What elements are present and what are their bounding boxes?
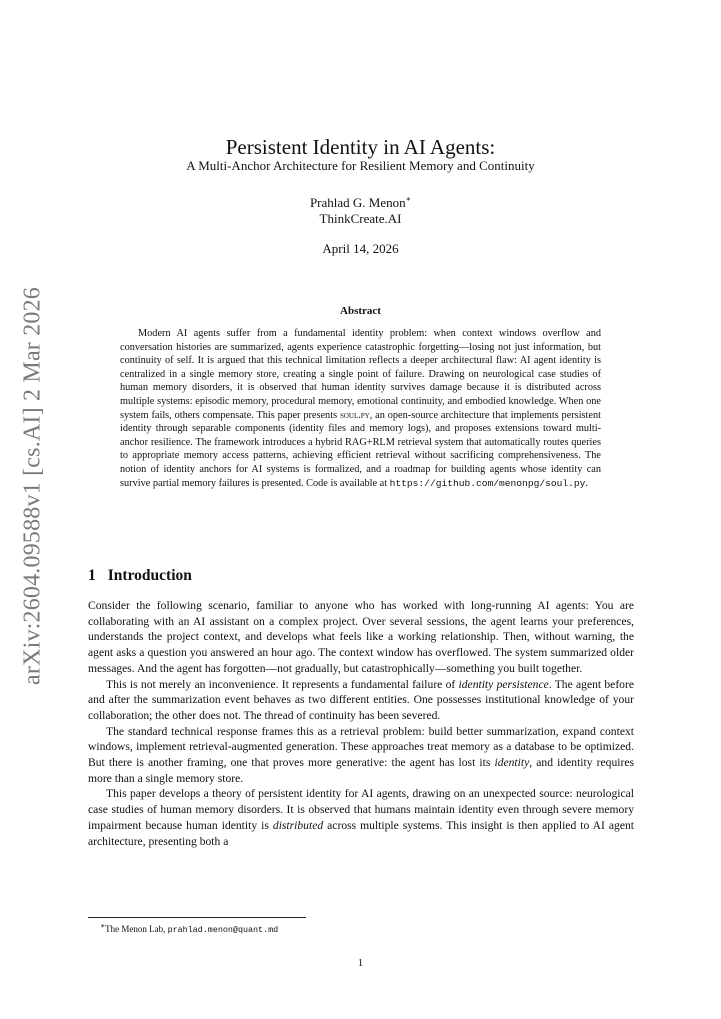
abstract-body	[120, 327, 601, 490]
paragraph	[88, 724, 634, 787]
paragraph	[88, 677, 634, 724]
abstract-text-part-1: Modern AI agents suffer from a fundamental identity problem: when context windows overflow and conversation histories are summarized, agents experience catastrophic forgetting—losing not just information, but continuity of self. It is argued that this technical limitation reflects a deeper architectural flaw: AI agent identity is centralized in a single memory store, creating a single point of failure. Drawing on neurological case studies of human memory disorders, it is observed that human identity survives damage because it is distributed across multiple systems: episodic memory, procedural memory, emotional continuity, and embodied knowledge. When one system fails, others compensate. This paper presents	[120, 328, 601, 421]
arxiv-identifier-stamp	[18, 287, 48, 685]
author-affiliation: ThinkCreate.AI	[319, 211, 402, 226]
section-heading	[88, 567, 192, 585]
arxiv-identifier-text: arXiv:2604.09588v1 [cs.AI] 2 Mar 2026	[19, 287, 46, 685]
paragraph-text: , and identity requires more than a single memory store.	[88, 756, 634, 785]
paragraph-text: The standard technical response frames this as a retrieval problem: build better summarization, expand context windows, implement retrieval-augmented generation. These approaches treat memory as a database to be optimized. But there is another framing, one that proves more generative: the agent has lost its	[88, 724, 634, 770]
system-name: soul.py	[339, 409, 370, 421]
code-url-link[interactable]: https://github.com/menonpg/soul.py	[389, 477, 586, 489]
paragraph-text: This paper develops a theory of persistent identity for AI agents, drawing on an unexpected source: neurological case studies of human memory disorders. It is observed that humans maintain identity even through severe memory impairment because human identity is	[88, 787, 634, 832]
paper-title: Persistent Identity in AI Agents:	[225, 135, 496, 159]
footnote-divider	[88, 917, 306, 918]
abstract-heading: Abstract	[340, 305, 381, 317]
footnote	[100, 921, 278, 935]
paragraph-text: . The agent before and after the summarization event behaves as two different entities. One possesses institutional knowledge of your collaboration; the other does not. The thread of continuity has been severed.	[88, 677, 634, 722]
author-name: Prahlad G. Menon	[309, 195, 406, 210]
footnote-email[interactable]: prahlad.menon@quant.md	[167, 925, 279, 935]
footnote-text: The Menon Lab,	[105, 924, 168, 934]
page-number: 1	[357, 957, 364, 969]
paragraph-text: This is not merely an inconvenience. It represents a fundamental failure of	[106, 677, 459, 691]
emphasis-text: identity	[494, 756, 530, 770]
paper-date: April 14, 2026	[322, 241, 399, 256]
abstract-text-part-2: , an open-source architecture that implements persistent identity through separable components (identity files and memory logs), and proposes extensions toward multi-anchor resilience. The framework introduces a hybrid RAG+RLM retrieval system that automatically routes queries to appropriate memory access patterns, achieving efficient retrieval without sacrificing comprehensiveness. The notion of identity anchors for AI systems is formalized, and a roadmap for building agents whose identity can survive partial memory failures is presented. Code is available at	[120, 409, 602, 489]
paragraph-text: across multiple systems. This insight is then applied to AI agent architecture, presenting both a	[88, 818, 634, 848]
paper-subtitle: A Multi-Anchor Architecture for Resilient Memory and Continuity	[186, 158, 535, 173]
introduction-body	[88, 598, 634, 849]
author-footnote-mark: ∗	[405, 194, 412, 204]
footnote-mark: ∗	[100, 921, 106, 930]
paragraph	[88, 786, 634, 849]
emphasis-text: distributed	[272, 818, 324, 832]
section-number: 1	[88, 567, 96, 584]
author-line	[0, 195, 721, 211]
abstract-text-part-3: .	[585, 477, 588, 489]
emphasis-text: identity persistence	[458, 677, 549, 691]
section-title: Introduction	[107, 567, 192, 584]
paragraph: Consider the following scenario, familiar to anyone who has worked with long-running AI agents: You are collaborating with an AI assistant on a complex project. Over several sessions, the agent learns your preferences, understands the project context, and develops what feels like a working relationship. Then, without warning, the agent asks a question you answered an hour ago. The context window has overflowed. The system summarized older messages. And the agent has forgotten—not gradually, but catastrophically—something you built together.	[88, 599, 634, 675]
